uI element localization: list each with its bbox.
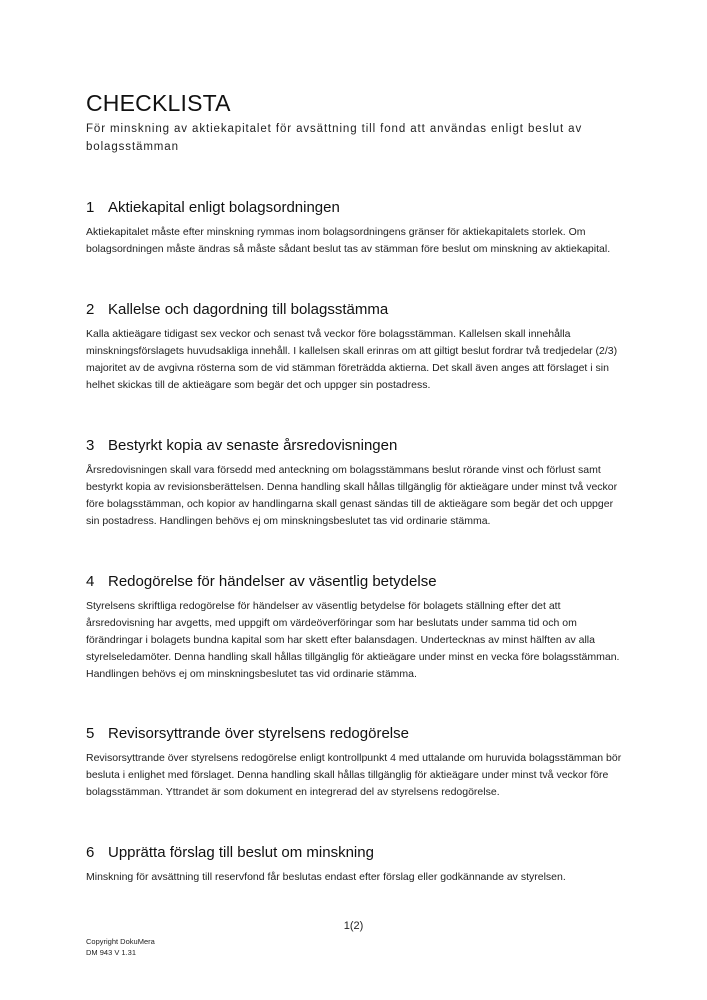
page-number: 1(2) [343,920,364,932]
section-number: 3 [86,437,95,454]
section-heading [86,300,626,320]
section-heading [86,198,626,218]
section-1 [86,198,626,258]
section-heading [86,843,626,863]
section-4 [86,572,626,683]
section-number: 1 [86,199,95,216]
document-header [86,88,626,156]
section-title: Redogörelse för händelser av väsentlig betydelse [108,573,437,590]
document-subtitle: För minskning av aktiekapitalet för avsättning till fond att användas enligt beslut av bolagsstämman [86,123,583,153]
section-title: Kallelse och dagordning till bolagsstämma [108,301,389,318]
section-body: Årsredovisningen skall vara försedd med anteckning om bolagsstämmans beslut rörande vinst och förlust samt bestyrkt kopia av revisionsberättelsen. Denna handling skall hållas tillgänglig för aktieägare under minst två veckor före bolagsstämman, och kopior av handlingarna skall genast sändas till de aktieägare som begär det och uppger sin postadress. Handlingen behövs ej om minskningsbeslutet tas vid ordinarie stämma. [86,464,618,527]
section-title: Aktiekapital enligt bolagsordningen [108,199,340,216]
section-heading [86,436,626,456]
section-title: Upprätta förslag till beslut om minskning [108,844,374,861]
section-5 [86,724,626,801]
section-body: Revisorsyttrande över styrelsens redogörelse enligt kontrollpunkt 4 med uttalande om huruvida bolagsstämman bör besluta i enlighet med förslaget. Denna handling skall hållas tillgänglig för aktieägare under minst två veckor före bolagsstämman. Yttrandet är som dokument en integrerad del av styrelsens redogörelse. [86,752,622,798]
section-title: Bestyrkt kopia av senaste årsredovisningen [108,437,398,454]
section-number: 6 [86,844,95,861]
footer-copyright: Copyright DokuMera [86,937,155,946]
section-body: Styrelsens skriftliga redogörelse för händelser av väsentlig betydelse för bolagets ställning efter det att årsredovisning har avgetts, med uppgift om värdeöverföringar som har beslutats under samma tid och om förändringar i bolagets bundna kapital som har skett efter balansdagen. Undertecknas av minst hälften av alla styrelseledamöter. Denna handling skall hållas tillgänglig för aktieägare under minst en vecka före bolagsstämman. Handlingen behövs ej om minskningsbeslutet tas vid ordinarie stämma. [86,600,620,680]
section-6 [86,843,626,886]
section-title: Revisorsyttrande över styrelsens redogörelse [108,725,409,742]
section-heading [86,572,626,592]
section-number: 4 [86,573,95,590]
section-heading [86,724,626,744]
section-3 [86,436,626,530]
section-2 [86,300,626,394]
document-title: CHECKLISTA [86,90,231,116]
section-body: Aktiekapitalet måste efter minskning rymmas inom bolagsordningens gränser för aktiekapitalets storlek. Om bolagsordningen måste ändras så måste sådant beslut tas av stämman före beslut om minskning av aktiekapital. [86,226,611,255]
section-number: 5 [86,725,95,742]
footer-doc-id: DM 943 V 1.31 [86,948,137,957]
section-body: Minskning för avsättning till reservfond får beslutas endast efter förslag eller godkännande av styrelsen. [86,871,566,883]
section-body: Kalla aktieägare tidigast sex veckor och senast två veckor före bolagsstämman. Kallelsen skall innehålla minskningsförslagets huvudsakliga innehåll. I kallelsen skall erinras om att giltigt beslut fordrar två tredjedelar (2/3) majoritet av de avgivna rösterna som de vid stämman företrädda aktierna. Det skall även anges att förslaget i sin helhet skickas till de aktieägare som begär det och uppger sin postadress. [86,328,618,391]
footer [86,936,155,958]
section-number: 2 [86,301,95,318]
